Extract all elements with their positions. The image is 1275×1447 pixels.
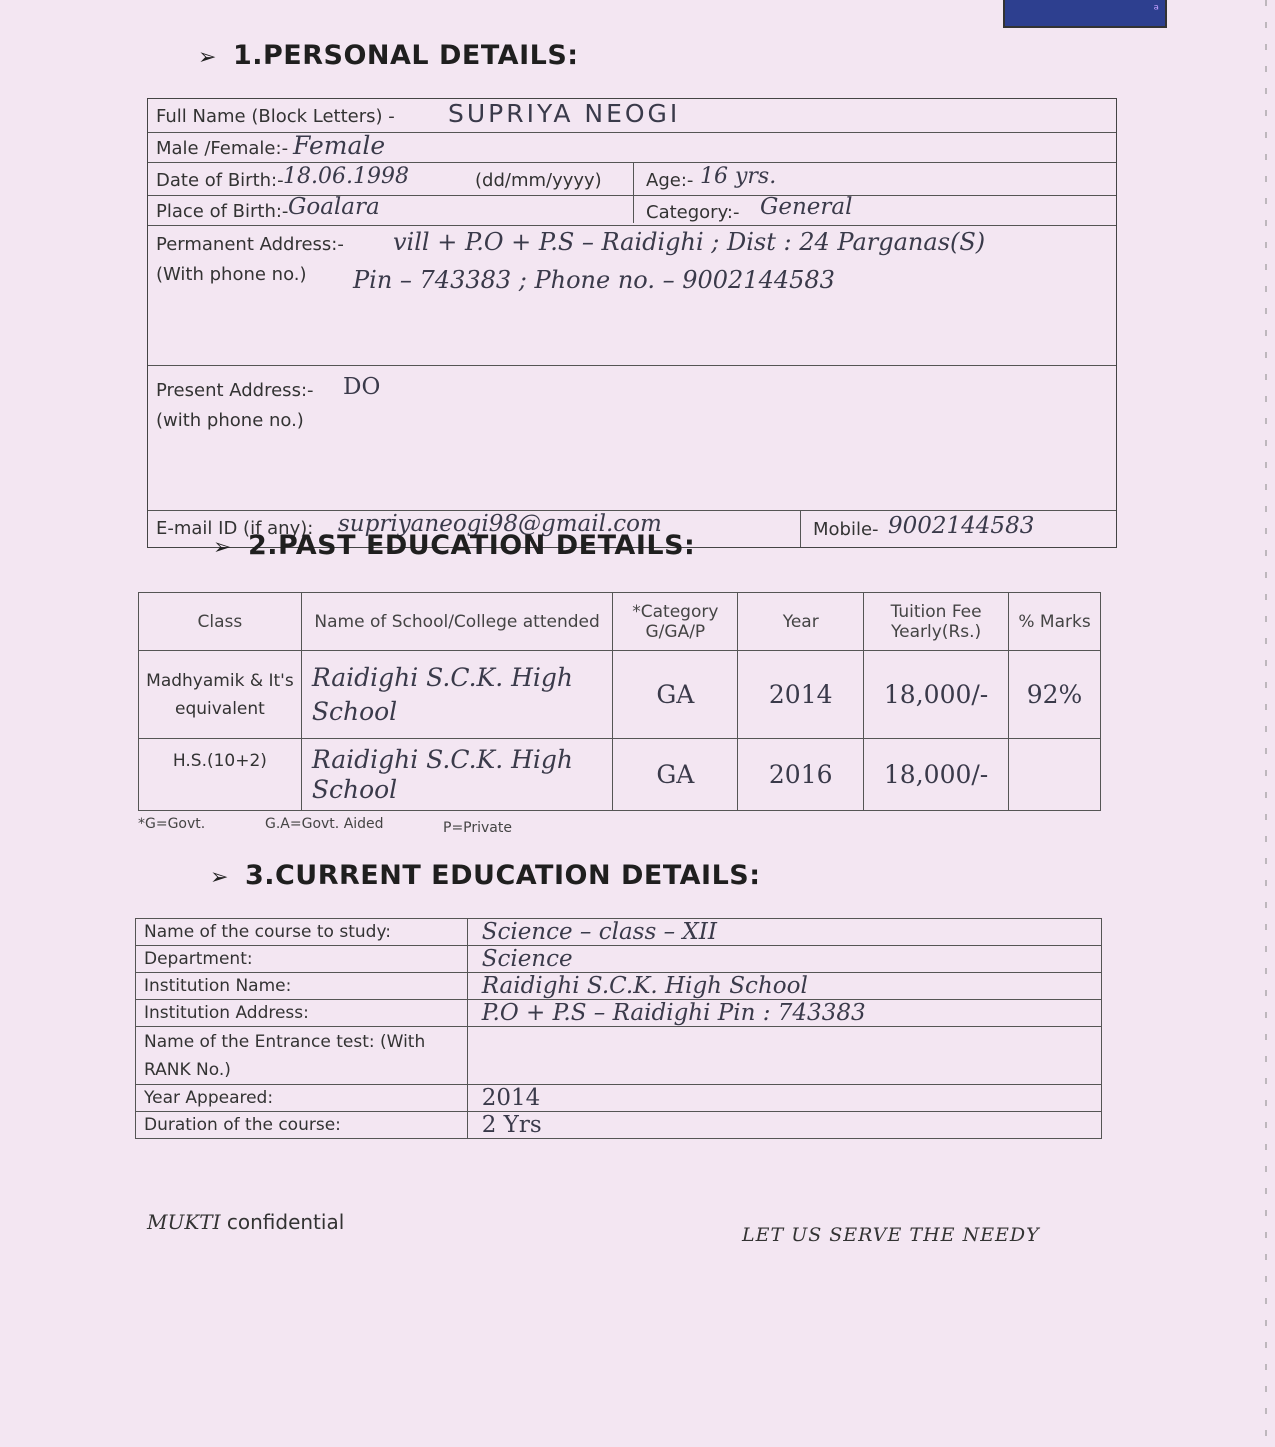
table-row	[136, 1027, 1102, 1085]
cell-category: GA	[613, 651, 738, 739]
category-label: Category:-	[646, 202, 740, 223]
arrow-icon: ➢	[213, 535, 232, 560]
header-marks: % Marks	[1009, 593, 1101, 651]
mobile-value: 9002144583	[888, 513, 1035, 539]
footer-motto: LET US SERVE THE NEEDY	[742, 1224, 1040, 1246]
table-row	[136, 946, 1102, 973]
confidential-text: confidential	[226, 1210, 345, 1234]
table-row	[136, 1112, 1102, 1139]
department-value: Science	[467, 946, 1101, 973]
dob-label: Date of Birth:-	[156, 170, 284, 191]
arrow-icon: ➢	[198, 45, 217, 70]
cell-marks: 92%	[1009, 651, 1101, 739]
category-value: General	[760, 194, 853, 220]
header-fee: Tuition Fee Yearly(Rs.)	[864, 593, 1009, 651]
section-title: 2.PAST EDUCATION DETAILS:	[247, 530, 696, 561]
pob-value: Goalara	[288, 194, 380, 220]
header-class: Class	[139, 593, 302, 651]
perm-address-line2: Pin – 743383 ; Phone no. – 9002144583	[353, 266, 835, 294]
full-name-value: SUPRIYA NEOGI	[448, 99, 681, 128]
page-edge	[1265, 0, 1267, 1447]
course-label: Name of the course to study:	[136, 919, 468, 946]
present-address-sub: (with phone no.)	[156, 410, 304, 431]
legend-private: P=Private	[443, 820, 512, 836]
row-gender	[148, 133, 1116, 163]
arrow-icon: ➢	[210, 865, 229, 890]
section-heading-personal	[198, 40, 579, 71]
duration-label: Duration of the course:	[136, 1112, 468, 1139]
perm-address-label: Permanent Address:-	[156, 234, 344, 255]
header-category: *Category G/GA/P	[613, 593, 738, 651]
institution-address-label: Institution Address:	[136, 1000, 468, 1027]
footer-confidential	[147, 1210, 344, 1234]
institution-name-label: Institution Name:	[136, 973, 468, 1000]
course-value: Science – class – XII	[467, 919, 1101, 946]
duration-value: 2 Yrs	[467, 1112, 1101, 1139]
entrance-test-value	[467, 1027, 1101, 1085]
gender-value: Female	[293, 131, 386, 160]
header-school: Name of School/College attended	[301, 593, 613, 651]
cell-marks	[1009, 739, 1101, 811]
row-permanent-address	[148, 226, 1116, 366]
dob-value: 18.06.1998	[283, 164, 409, 189]
cell-fee: 18,000/-	[864, 739, 1009, 811]
mobile-label: Mobile-	[813, 519, 879, 540]
table-header-row	[139, 593, 1101, 651]
cell-class: Madhyamik & It's equivalent	[139, 651, 302, 739]
table-row	[136, 1085, 1102, 1112]
cell-school: Raidighi S.C.K. High School	[301, 651, 613, 739]
photo-corner: ᵃ	[1003, 0, 1167, 28]
cell-fee: 18,000/-	[864, 651, 1009, 739]
year-appeared-value: 2014	[467, 1085, 1101, 1112]
cell-year: 2016	[738, 739, 864, 811]
pob-label: Place of Birth:-	[156, 201, 289, 222]
gender-label: Male /Female:-	[156, 138, 289, 159]
personal-details-box	[147, 98, 1117, 548]
row-present-address	[148, 366, 1116, 511]
present-address-label: Present Address:-	[156, 380, 314, 401]
row-dob	[148, 163, 1116, 196]
legend-govt-aided: G.A=Govt. Aided	[265, 816, 384, 832]
institution-name-value: Raidighi S.C.K. High School	[467, 973, 1101, 1000]
cell-year: 2014	[738, 651, 864, 739]
section-heading-past	[213, 530, 695, 561]
section-heading-current	[210, 860, 761, 891]
entrance-test-label: Name of the Entrance test: (With RANK No.)	[136, 1027, 468, 1085]
past-education-table	[138, 592, 1101, 811]
section-title: 3.CURRENT EDUCATION DETAILS:	[244, 860, 761, 891]
age-label: Age:-	[646, 170, 694, 191]
row-full-name	[148, 99, 1116, 133]
cell-class: H.S.(10+2)	[139, 739, 302, 811]
full-name-label: Full Name (Block Letters) -	[156, 106, 395, 127]
year-appeared-label: Year Appeared:	[136, 1085, 468, 1112]
divider	[800, 511, 801, 547]
present-address-value: DO	[343, 374, 381, 400]
brand-text: MUKTI	[147, 1210, 221, 1234]
institution-address-value: P.O + P.S – Raidighi Pin : 743383	[467, 1000, 1101, 1027]
perm-address-sub: (With phone no.)	[156, 264, 307, 285]
section-title: 1.PERSONAL DETAILS:	[232, 40, 579, 71]
current-education-table	[135, 918, 1102, 1139]
table-row	[139, 739, 1101, 811]
email-value: supriyaneogi98@gmail.com	[338, 511, 662, 537]
row-pob	[148, 196, 1116, 226]
department-label: Department:	[136, 946, 468, 973]
table-row	[136, 973, 1102, 1000]
table-row	[139, 651, 1101, 739]
perm-address-line1: vill + P.O + P.S – Raidighi ; Dist : 24 Parganas(S)	[393, 228, 986, 256]
dob-format: (dd/mm/yyyy)	[475, 170, 602, 191]
header-year: Year	[738, 593, 864, 651]
age-value: 16 yrs.	[700, 164, 777, 189]
cell-school: Raidighi S.C.K. High School	[301, 739, 613, 811]
table-row	[136, 919, 1102, 946]
email-label: E-mail ID (if any):	[156, 518, 314, 539]
cell-category: GA	[613, 739, 738, 811]
table-row	[136, 1000, 1102, 1027]
legend-govt: *G=Govt.	[138, 816, 206, 832]
